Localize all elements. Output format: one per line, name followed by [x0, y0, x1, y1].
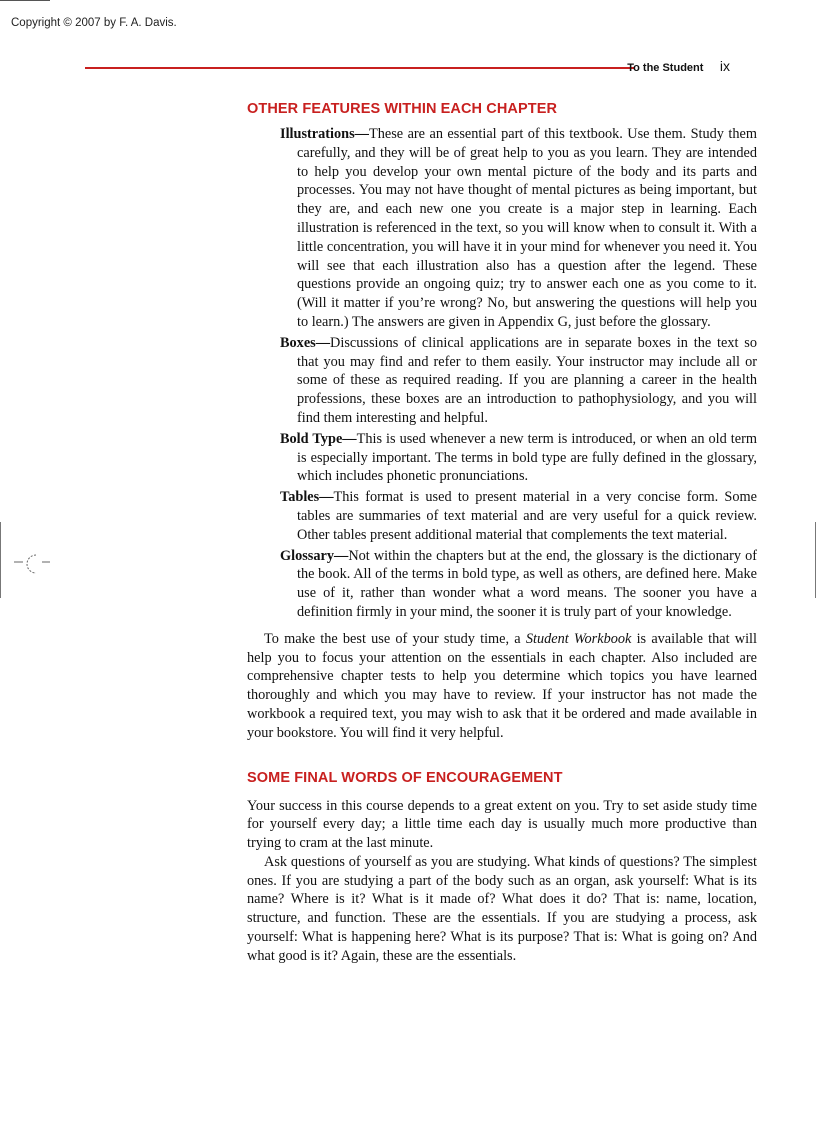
- feature-text: This format is used to present material in a very concise form. Some tables are summaries of text material and are very useful for a quick review. Other tables present additional material that complements the text material.: [297, 489, 757, 543]
- left-margin-mark: [0, 522, 1, 598]
- feature-text: These are an essential part of this textbook. Use them. Study them carefully, and they will be of great help to you as you learn. They are intended to help you develop your own mental picture of the body and its parts and processes. You may not have thought of mental pictures as being important, but they are, and each new one you create is a major step in learning. Each illustration is referenced in the text, so you will know when to consult it. With a little concentration, you will have it in your mind for whenever you need it. You will see that each illustration also has a question after the legend. These questions provide an ongoing quiz; try to answer each one as you come to it. (Will it matter if you’re wrong? No, but answering the questions will help you to learn.) The answers are given in Appendix G, just before the glossary.: [297, 126, 757, 330]
- section-heading-features: OTHER FEATURES WITHIN EACH CHAPTER: [247, 101, 558, 117]
- encouragement-paragraph-2: Ask questions of yourself as you are studying. What kinds of questions? The simplest ones. If you are studying a part of the body such as an organ, ask yourself: What is its name? Where is it? What is it made of? What does it do? That is: name, location, structure, and function. These are the essentials. If you are studying a process, ask yourself: What is happening here? What is its purpose? That is: What is going on? And what good is it? Again, these are the essentials.: [247, 853, 757, 964]
- feature-term: Illustrations—: [280, 126, 369, 142]
- top-edge-line: [0, 0, 50, 1]
- feature-glossary: [247, 547, 757, 622]
- feature-term: Glossary—: [280, 547, 349, 564]
- encouragement-paragraph-1: Your success in this course depends to a great extent on you. Try to set aside study time for yourself every day; a little time each day is usually much more productive than trying to cram at the last minute.: [247, 797, 757, 852]
- feature-list: [247, 125, 757, 622]
- page-number: ix: [719, 58, 730, 74]
- feature-text: Discussions of clinical applications are in separate boxes in the text so that you may find and refer to them easily. Your instructor may include all or some of these as required reading. If you are planning a career in the health professions, these boxes are an introduction to pathophysiology, and you will find them interesting and helpful.: [297, 334, 757, 426]
- feature-tables: [247, 488, 757, 544]
- copyright-notice: Copyright © 2007 by F. A. Davis.: [11, 17, 177, 29]
- running-head-title: To the Student: [627, 62, 704, 74]
- feature-term: Boxes—: [280, 334, 331, 351]
- workbook-paragraph: [247, 630, 757, 743]
- workbook-text-after: is available that will help you to focus your attention on the essentials in each chapter. Also included are comprehensive chapter tests to help you determine which topics you have learned thoroughly and which you may have to review. If your instructor has not made the workbook a required text, you may wish to ask that it be ordered and made available in your bookstore. You will find it very helpful.: [247, 630, 757, 741]
- main-content: [247, 101, 757, 966]
- feature-term: Bold Type—: [280, 430, 357, 447]
- section-heading-encouragement: SOME FINAL WORDS OF ENCOURAGEMENT: [247, 769, 563, 786]
- feature-bold-type: [247, 430, 757, 486]
- feature-text: Not within the chapters but at the end, the glossary is the dictionary of the book. All of the terms in bold type, as well as others, are defined here. Make use of it, rather than wonder what a word means. The sooner you have a definition firmly in your mind, the sooner it is truly part of your knowledge.: [297, 547, 757, 620]
- feature-text: This is used whenever a new term is introduced, or when an old term is especially important. The terms in bold type are fully defined in the glossary, which includes phonetic pronunciations.: [297, 430, 757, 485]
- header-rule: [85, 67, 634, 69]
- workbook-title: Student Workbook: [525, 630, 632, 647]
- feature-term: Tables—: [280, 489, 334, 506]
- feature-illustrations: [247, 125, 757, 332]
- registration-mark-icon: [14, 552, 54, 576]
- running-head: [627, 58, 730, 76]
- feature-boxes: [247, 334, 757, 428]
- workbook-text-before: To make the best use of your study time, a: [264, 630, 526, 647]
